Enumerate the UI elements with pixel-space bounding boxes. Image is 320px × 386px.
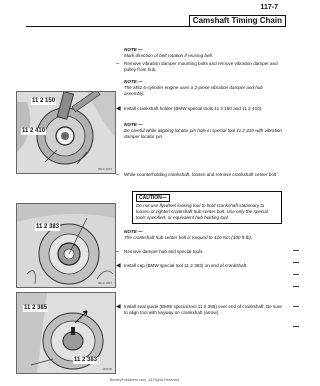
figure-crankshaft-holder [16, 91, 116, 174]
step-5-arrow-icon: ◀ [116, 263, 121, 269]
note-1-head: NOTE — [124, 47, 143, 52]
figure-crankshaft-cap [16, 203, 116, 288]
note-3-head: NOTE — [124, 122, 143, 127]
edge-mark [293, 306, 299, 307]
edge-mark [293, 274, 299, 275]
fig1-code: 0013 1234 [97, 167, 112, 171]
step-2-arrow-icon: ◀ [116, 106, 121, 112]
fig1-label-a: 11 2 150 [32, 98, 56, 104]
note-4-body: The crankshaft hub center bolt is torqued to 410 Nm (300 ft-lb). [124, 235, 253, 240]
edge-mark [293, 326, 299, 327]
edge-marks [293, 0, 299, 386]
step-1-text: Remove vibration damper mounting bolts and remove vibration damper and pulley from hub. [124, 61, 278, 72]
note-3-body: Be careful while aligning locator pin hole in special tool 11 2 410 with vibration damper locator pin. [124, 128, 282, 139]
note-1-body: Mark direction of belt rotation if reusing belt. [124, 53, 214, 58]
step-3-dash: – [116, 172, 120, 178]
step-3-text: While counterholding crankshaft, loosen and remove crankshaft center bolt. [124, 172, 278, 177]
edge-mark [293, 286, 299, 287]
section-title: Camshaft Timing Chain [189, 15, 286, 27]
note-2-body: The M52 6-cylinder engine uses a 2-piece vibration damper and hub assembly. [124, 85, 263, 96]
fig2-code: 0013 1097 [97, 281, 112, 285]
step-6-text: Install seal guide (BMW special tool 11 2 385) over end of crankshaft. Be sure to align tool with keyway on crankshaft (arrow). [124, 304, 282, 315]
edge-mark [293, 250, 299, 251]
note-4 [124, 229, 282, 241]
figure-seal-guide [16, 292, 116, 374]
fig3-code: 116100 [102, 367, 112, 371]
fig3-label-a: 11 2 385 [24, 305, 48, 311]
note-3 [124, 122, 282, 140]
note-4-head: NOTE — [124, 229, 143, 234]
header-rule [26, 26, 286, 27]
step-1-dash: – [116, 61, 120, 67]
note-2 [124, 79, 282, 97]
note-1 [124, 47, 282, 59]
footer-copyright: BentleyPublishers.com - All Rights Reserved [110, 378, 180, 382]
fig2-label: 11 2 383 [36, 224, 60, 230]
step-6-arrow-icon: ◀ [116, 304, 121, 310]
fig3-label-b: 11 2 383 [74, 357, 98, 363]
fig1-label-b: 11 2 410 [22, 128, 46, 134]
step-4-text: Remove damper hub and special tools. [124, 249, 204, 254]
note-2-head: NOTE — [124, 79, 143, 84]
edge-mark [293, 262, 299, 263]
caution-box [132, 191, 282, 224]
page-number: 117-7 [260, 4, 278, 11]
step-2-text: Install crankshaft holder (BMW special tools 11 2 150 and 11 2 410). [124, 106, 263, 111]
step-4-dash: – [116, 249, 120, 255]
step-5-text: Install cap (BMW special tool 11 2 383) on end of crankshaft. [124, 263, 248, 268]
figure-crankshaft-cap-drawing [17, 204, 115, 287]
caution-label: CAUTION— [136, 194, 170, 202]
caution-body: Do not use flywheel locking tool to hold crankshaft stationary to loosen or tighten crankshaft hub center bolt. Use only the special tools specified, or equivalent hub holding tool. [136, 203, 268, 220]
